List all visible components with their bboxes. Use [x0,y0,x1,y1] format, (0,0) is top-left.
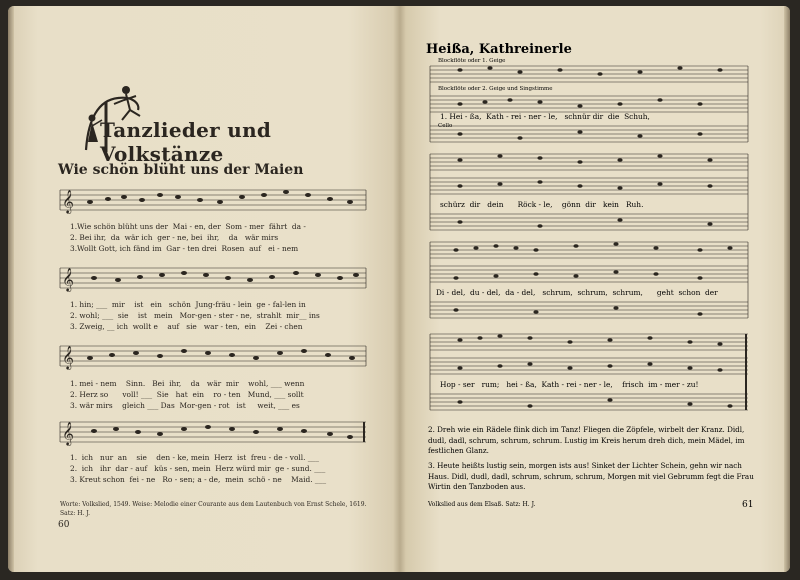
page-edge [8,6,14,572]
lyric-line: 2. wohl; ___ sie ist mein Mor-gen - ster - ne, strahlt mir__ ins [70,311,320,320]
lyric-line: 1. ich nur an sie den - ke, mein Herz ist freu - de - voll. ___ [70,453,319,462]
lyric-line: schürz dir dein Röck - le, gönn dir kein Ruh. [440,200,644,209]
instrument-label: Blockflöte oder 1. Geige [438,58,506,64]
lyric-line: 3.Wollt Gott, ich fänd im Gar - ten drei Rosen auf ei - nem [70,244,299,253]
lyric-line: 2. Bei ihr, da wär ich ger - ne, bei ihr, da wär mirs [70,233,279,242]
verse-3: 3. Heute heißts lustig sein, morgen ists aus! Sinket der Lichter Schein, gehn wir nach Haus. Didl, dudl, dadl, schrum, schrum, schrum, Morgen mit viel Gebrumm fegt die Frau Wirtin den Tanzboden aus. [428,461,754,491]
music-staff [60,186,366,216]
page-number: 61 [742,500,754,510]
song-title: Wie schön blüht uns der Maien [58,162,304,178]
lyric-line: 3. wär mirs gleich ___ Das Mor-gen - rot ist weit, ___ es [70,401,300,410]
lyric-line: 3. Zweig, __ ich wollt e auf sie war - ten, ein Zei - chen [70,322,303,331]
svg-text:𝄞: 𝄞 [62,189,74,213]
svg-text:𝄞: 𝄞 [62,345,74,369]
verse-2: 2. Dreh wie ein Rädele flink dich im Tanz! Fliegen die Zöpfele, wirbelt der Kranz. Didl, dudl, dadl, schrum, schrum, schrum. Lustig im Kreis herum dreh dich, mein Mädel, im festlichen Glanz. [428,425,745,455]
instrument-label: Cello [438,123,453,129]
music-system [430,330,740,360]
music-system [430,150,740,180]
song-title: Heißa, Kathreinerle [426,42,572,57]
credits-line: Worte: Volkslied, 1549. Weise: Melodie einer Courante aus dem Lautenbuch von Ernst Schele, 1619. [60,501,367,508]
lyric-line: 1. Hei - ßa, Kath - rei - ner - le, schnür dir die Schuh, [440,112,650,121]
page-edge [784,6,790,572]
credits-line: Satz: H. J. [60,510,91,517]
lyric-line: 2. Herz so voll! ___ Sie hat ein ro - ten Mund, ___ sollt [70,390,304,399]
music-system [430,238,740,268]
music-staff [60,264,366,294]
lyric-line: 1. hin; ___ mir ist ein schön Jung-fräu - lein ge - fal-len in [70,300,306,309]
lyric-line: Di - del, du - del, da - del, schrum, schrum, schrum, geht schon der [436,288,718,297]
svg-text:𝄞: 𝄞 [62,267,74,291]
instrument-label: Blockflöte oder 2. Geige und Singstimme [438,86,553,92]
lyric-line: Hop - ser rum; hei - ßa, Kath - rei - ner - le, frisch im - mer - zu! [440,380,699,389]
left-page [8,6,400,572]
music-staff [60,342,366,372]
lyric-line: 3. Kreut schon fei - ne Ro - sen; a - de, mein schö - ne Maid. ___ [70,475,327,484]
music-staff [60,418,366,448]
lyric-line: 1.Wie schön blüht uns der Mai - en, der Som - mer fährt da - [70,222,306,231]
lyric-line: 2. ich ihr dar - auf küs - sen, mein Herz würd mir ge - sund. ___ [70,464,326,473]
page-number: 60 [58,520,70,530]
main-title: Tanzlieder und Volkstänze [100,118,272,166]
svg-text:𝄞: 𝄞 [62,421,74,445]
lyric-line: 1. mei - nem Sinn. Bei ihr, da wär mir wohl, ___ wenn [70,379,305,388]
credits-line: Volkslied aus dem Elsaß. Satz: H. J. [428,501,536,508]
